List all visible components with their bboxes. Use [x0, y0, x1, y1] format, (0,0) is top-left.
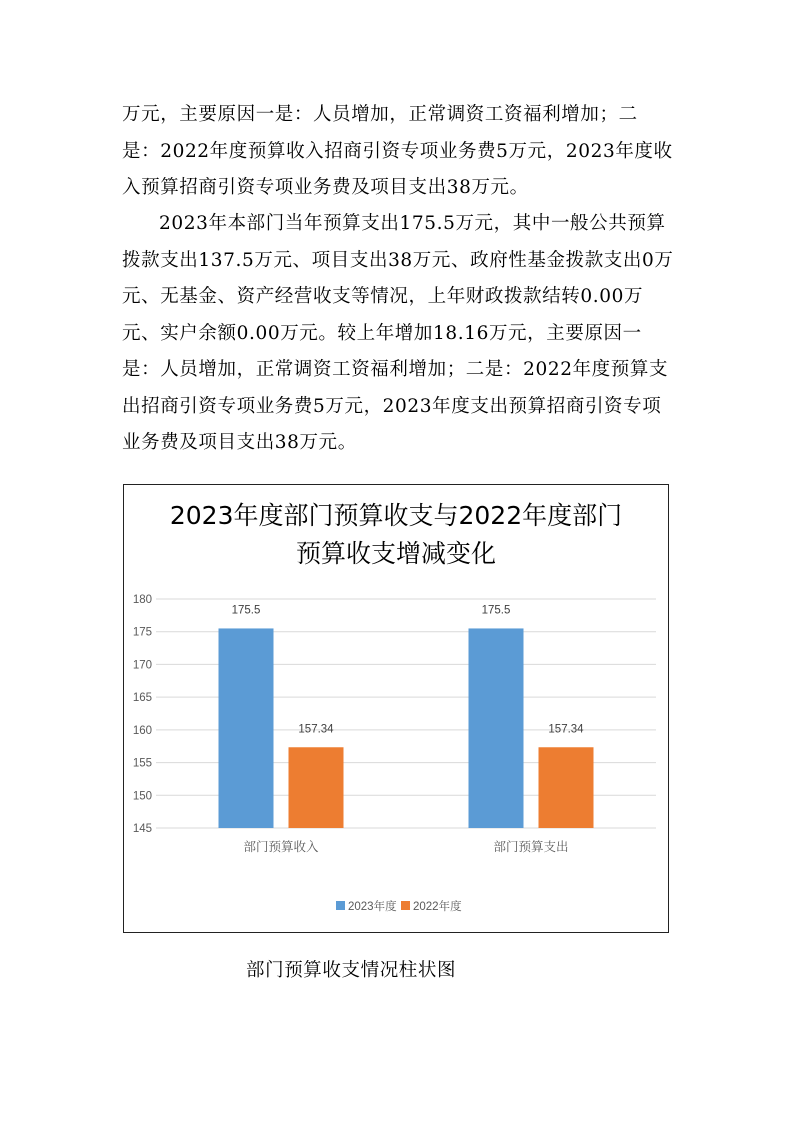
y-tick-label: 170 — [132, 659, 152, 672]
data-label: 157.34 — [548, 723, 584, 736]
chart-title-line-1: 2023年度部门预算收支与2022年度部门 — [169, 501, 623, 530]
bar — [289, 747, 344, 828]
y-tick-label: 175 — [132, 626, 152, 639]
chart-caption: 部门预算收支情况柱状图 — [246, 960, 457, 981]
y-tick-label: 150 — [132, 790, 152, 803]
data-label: 175.5 — [481, 604, 511, 617]
y-tick-label: 145 — [132, 823, 152, 835]
data-label: 175.5 — [231, 604, 261, 617]
bar — [469, 628, 524, 828]
chart-plot — [124, 485, 670, 934]
y-tick-label: 180 — [132, 594, 152, 606]
x-tick-label: 部门预算支出 — [493, 840, 569, 854]
x-tick-label: 部门预算收入 — [243, 840, 319, 854]
bar-chart — [123, 484, 669, 933]
body-paragraph-2: 2023年本部门当年预算支出175.5万元，其中一般公共预算拨款支出137.5万元、项目支出38万元、政府性基金拨款支出0万元、无基金、资产经营收支等情况，上年财政拨款结转0.00万元、实户余额0.00万元。较上年增加18.16万元，主要原因一是：人员增加，正常调资工资福利增加；二是：2022年度预算支出招商引资专项业务费5万元，2023年度支出预算招商引资专项业务费及项目支出38万元。 — [122, 213, 674, 453]
bar — [539, 747, 594, 828]
legend-label: 2022年度 — [413, 901, 462, 913]
chart-title-line-2: 预算收支增减变化 — [295, 539, 496, 568]
y-tick-label: 155 — [132, 757, 152, 770]
y-tick-label: 165 — [132, 692, 152, 705]
body-paragraph-1: 万元，主要原因一是：人员增加，正常调资工资福利增加；二是：2022年度预算收入招商引资专项业务费5万元，2023年度收入预算招商引资专项业务费及项目支出38万元。 — [122, 104, 673, 198]
data-label: 157.34 — [298, 723, 334, 736]
legend-swatch — [401, 901, 410, 910]
y-tick-label: 160 — [132, 724, 152, 737]
legend-swatch — [336, 901, 345, 910]
legend-label: 2023年度 — [348, 901, 397, 913]
bar — [219, 628, 274, 828]
